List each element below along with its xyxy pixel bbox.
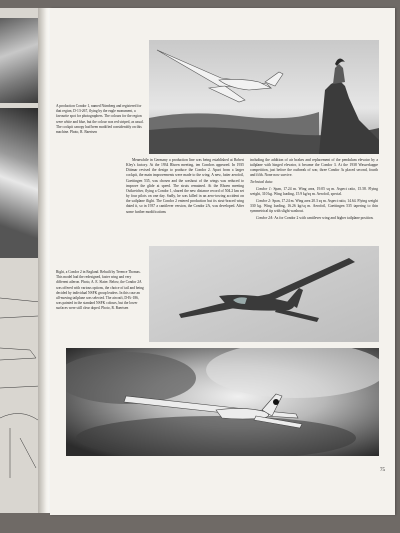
body-text-right-column [250,158,378,222]
spec-item [250,199,378,214]
caption-top: A production Condor 1, named Nürnberg and registered for that region, D-13-267, flying by the eagle monument, a favourite spot for photographers. The colours for the region were white and blue, but the colour was red striped, as usual. The cockpit canopy had been modified considerably on this machine. Photo, R. Baertsen [56,104,144,135]
spec-item-text: Span, 17.24 m. Wing area 20.3 sq m. Aspect ratio, 14.64. Flying weight 330 kg. Wing loading, 16.26 kg/sq m. Aerofoil, Goettingen 535 tapering to thin symmetrical tip with slight washout. [250,198,379,213]
body-paragraph-continued: including the addition of air brakes and replacement of the pendulum elevator by a tailplane with hinged elevator, it became the Condor 3. At the 1938 Wasserkuppe competition, just before the outbreak of war, three Condor 3s placed second, fourth and fifth. None now survive. [250,158,378,178]
photo-glider-over-monument [149,40,379,154]
page-number: 75 [380,468,385,473]
book-page [50,8,395,515]
spec-item [250,216,378,221]
body-paragraph: Meanwhile in Germany a production line was being established at Robert Kley's factory. At the 1934 Rhoen meeting, ten Condors appeared. In 1935 Dittmar revised the design to produce the Condor 2. Apart from a larger cockpit, the main improvements were made to the wing. A new, fatter aerofoil, Goettingen 535, was chosen and the washout of the wings was reduced to improve the glide at speed. The struts remained. At the Rhoen meeting Ostkreicher, flying a Condor 1, shared the new distance record of 504.2 km set by four pilots on one day. Sadly, he was killed in an aero-towing accident on the sailplane flight. The Condor 2 entered production but its strut-braced wing dated it, so in 1937 a cantilever version, the Condor 2A, was developed. After some further modifications [126,158,244,214]
spec-item-name: Condor 2: [256,198,272,203]
spec-item-name: Condor 1: [256,186,272,191]
left-page-technical-drawing [0,278,42,488]
photo-condor-2a-clouds [66,348,379,456]
spec-item-name: Condor 2A: [256,215,274,220]
spec-item-text: Span, 17.24 m. Wing area, 19.05 sq m. Aspect ratio, 15.58. Flying weight, 310 kg. Wing loading, 15.9 kg/sq m. Aerofoil, special. [250,186,378,196]
left-page-photo-top [0,18,38,103]
spec-item [250,187,378,197]
spec-heading: Technical data: [250,180,273,185]
photo-condor-2-in-flight [149,246,379,342]
left-page-photo-middle [0,108,38,258]
caption-middle: Right, a Condor 2 in England. Rebuilt by Terence Thomas. This model had the redesigned, faster wing and very different aileron. Photo, A. E. Slater. Below, the Condor 2A was offered with various options, the choice of tail and being decided by individual NSFK group leaders. In this case an all-moving tailplane was selected. The aircraft, D-Ei-186, was painted in the standard NSFK colours, but the lower surfaces were still clear doped. Photo, R. Baertsen [56,270,144,311]
spec-item-text: As for Condor 2 with cantilever wing and higher tailplane position. [274,215,374,220]
body-text-left-column [126,158,244,215]
